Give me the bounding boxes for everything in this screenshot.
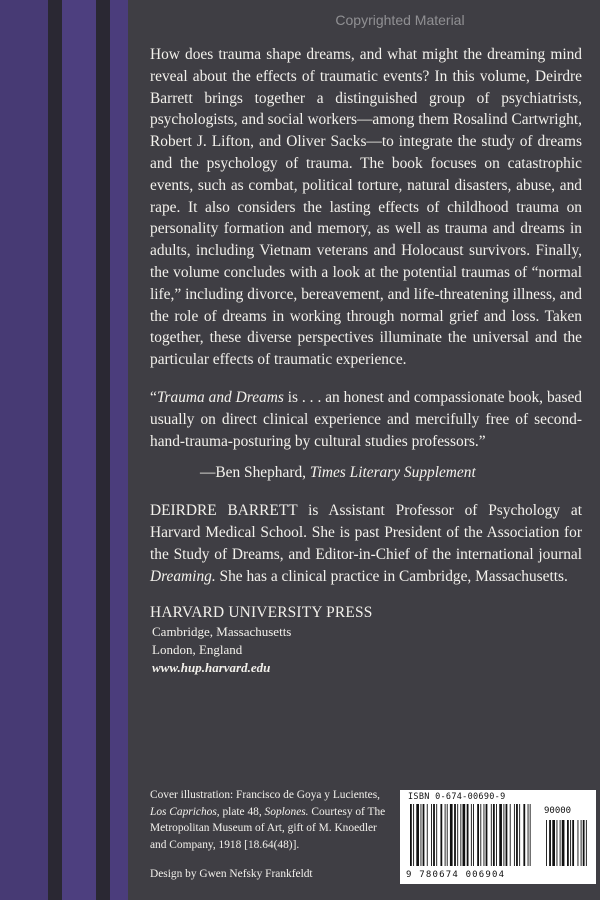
publisher-city: Cambridge, Massachusetts xyxy=(152,624,292,640)
barcode-bar xyxy=(450,804,453,866)
barcode-bar xyxy=(436,804,437,866)
quote-text: is . . . an honest and compassionate book, based usually on direct clinical experience and mercifully free of second-hand-trauma-posturing by cultural studies professors.” xyxy=(150,388,582,450)
author-bio xyxy=(150,500,582,587)
bio-text-1: is Assistant Professor of Psychology at Harvard Medical School. She is past President of the Association for the Study of Dreams, and Editor-in-Chief of the international journal xyxy=(150,502,582,563)
addon-bar xyxy=(557,820,558,866)
barcode-bar xyxy=(506,804,508,866)
addon-bar xyxy=(570,820,571,866)
addon-bar xyxy=(572,820,574,866)
barcode-bar xyxy=(410,804,412,866)
barcode-bar xyxy=(519,804,520,866)
addon-bar xyxy=(562,820,565,866)
barcode-bar xyxy=(431,804,432,866)
design-credit: Design by Gwen Nefsky Frankfeldt xyxy=(150,868,313,880)
barcode-bar xyxy=(447,804,448,866)
barcode-bar xyxy=(440,804,442,866)
journal-title: Dreaming. xyxy=(150,567,216,585)
price-code: 90000 xyxy=(544,806,572,816)
barcode-bar xyxy=(514,804,515,866)
barcode-bar xyxy=(484,804,485,866)
quote-book-title: Trauma and Dreams xyxy=(156,388,284,406)
author-name: DEIRDRE BARRETT xyxy=(150,502,298,520)
barcode-bar xyxy=(530,804,531,866)
barcode-bar xyxy=(457,804,458,866)
barcode-bar xyxy=(413,804,414,866)
isbn-label: ISBN 0-674-00690-9 xyxy=(408,792,506,802)
review-quote xyxy=(150,387,582,452)
spine-stripe-3 xyxy=(62,0,96,900)
credit-plate: plate 48, xyxy=(219,805,265,818)
barcode-bar xyxy=(480,804,481,866)
barcode-bar xyxy=(467,804,469,866)
addon-bar xyxy=(586,820,587,866)
book-blurb: How does trauma shape dreams, and what might the dreaming mind reveal about the effects of traumatic events? In this volume, Deirdre Barrett brings together a distinguished group of psychiatrists, psychologists, and social workers—among them Rosalind Cartwright, Robert J. Lifton, and Oliver Sacks—to integrate the study of dreams and the psychology of trauma. The book focuses on catastrophic events, such as combat, political torture, natural disasters, abuse, and rape. It also considers the lasting effects of childhood trauma on personality formation and memory, as well as trauma and dreams in adults, including Vietnam veterans and Holocaust survivors. Finally, the volume concludes with a look at the potential traumas of “normal life,” including divorce, bereavement, and life-threatening illness, and the role of dreams in working through normal grief and loss. Taken together, these diverse perspectives illuminate the universal and the particular effects of traumatic experience. xyxy=(150,46,582,369)
quote-author: —Ben Shephard, xyxy=(200,464,310,482)
spine-stripe-5 xyxy=(110,0,128,900)
addon-bar xyxy=(560,820,561,866)
spine-stripe-4 xyxy=(96,0,110,900)
isbn-barcode xyxy=(400,790,596,884)
quote-source: Times Literary Supplement xyxy=(309,464,476,482)
barcode-bar xyxy=(421,804,422,866)
barcode-bar xyxy=(528,804,529,866)
addon-bar xyxy=(567,820,569,866)
ean-digits: 9 780674 006904 xyxy=(406,870,506,880)
barcode-bar xyxy=(445,804,446,866)
publisher-url: www.hup.harvard.edu xyxy=(152,660,271,676)
barcode-bar xyxy=(471,804,472,866)
addon-bar xyxy=(578,820,579,866)
credit-plate-title: Soplones. xyxy=(264,805,309,818)
barcode-bar xyxy=(427,804,428,866)
barcode-bar xyxy=(503,804,504,866)
barcode-bar xyxy=(499,804,502,866)
addon-bar xyxy=(552,820,555,866)
cover-credits xyxy=(150,787,395,853)
barcode-bar xyxy=(493,804,495,866)
barcode-bar xyxy=(423,804,425,866)
barcode-bar xyxy=(510,804,511,866)
credit-series: Los Caprichos, xyxy=(150,805,220,818)
barcode-bar xyxy=(491,804,492,866)
publisher-city-2: London, England xyxy=(152,642,243,658)
spine-stripe-2 xyxy=(48,0,62,900)
addon-bar xyxy=(581,820,582,866)
quote-attribution xyxy=(150,462,582,484)
back-cover-content xyxy=(150,44,582,677)
barcode-bar xyxy=(433,804,435,866)
barcode-bar xyxy=(460,804,461,866)
spine-stripe-1 xyxy=(0,0,48,900)
barcode-bar xyxy=(416,804,419,866)
watermark: Copyrighted Material xyxy=(335,12,465,28)
barcode-bar xyxy=(454,804,456,866)
barcode-bar xyxy=(477,804,479,866)
barcode-bar xyxy=(463,804,466,866)
credit-line-1: Cover illustration: Francisco de Goya y Lucientes, xyxy=(150,789,380,801)
addon-bar xyxy=(549,820,551,866)
quote-open-mark: “ xyxy=(150,388,157,406)
publisher-name: HARVARD UNIVERSITY PRESS xyxy=(150,604,373,622)
barcode-bar xyxy=(516,804,518,866)
addon-bar xyxy=(546,820,547,866)
barcode-bar xyxy=(496,804,497,866)
publisher-block xyxy=(150,603,582,677)
bio-text-2: She has a clinical practice in Cambridge, Massachusetts. xyxy=(215,567,568,585)
credit-line-2: Courtesy of The Metropolitan Museum of Art, gift of M. Knoedler and Company, 1918 [18.64(48)]. xyxy=(150,805,386,851)
addon-bar xyxy=(583,820,585,866)
barcode-bar xyxy=(523,804,525,866)
barcode-bar xyxy=(486,804,488,866)
barcode-bar xyxy=(473,804,474,866)
